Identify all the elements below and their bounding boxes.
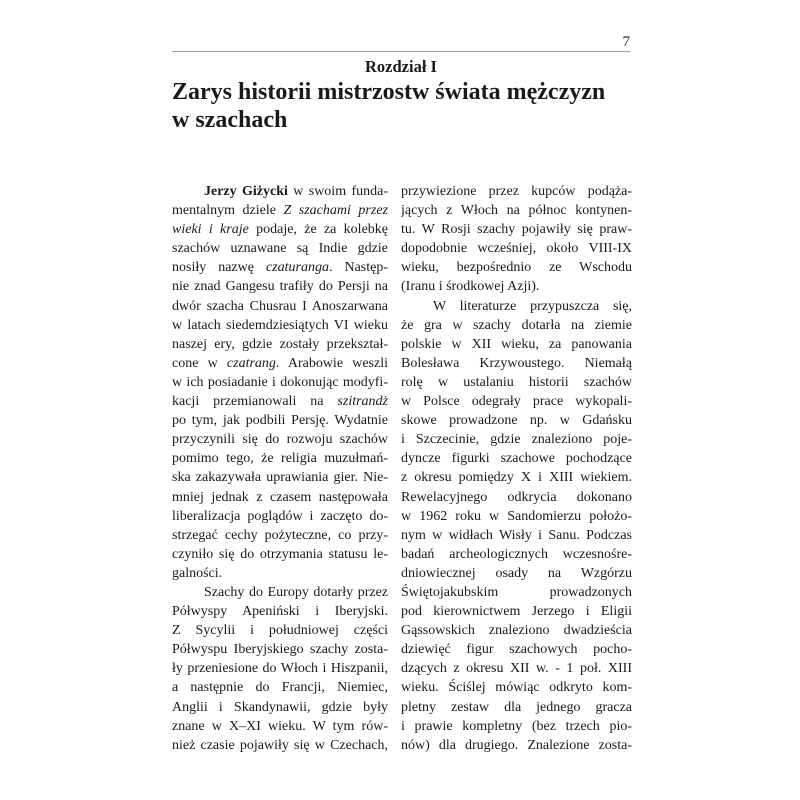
text-line xyxy=(401,239,632,258)
text-line xyxy=(401,354,632,373)
text-run: Półwyspy Apeniński i Iberyjski. xyxy=(172,604,388,620)
text-line xyxy=(401,507,632,526)
text-run: dyncze figurki szachowe pochodzące xyxy=(401,451,632,467)
text-line xyxy=(401,526,632,545)
text-line xyxy=(172,335,388,354)
text-run: rolę w ustalaniu historii szachów xyxy=(401,374,632,390)
text-run: Świętojakubskim prowadzonych xyxy=(401,584,632,600)
text-line xyxy=(172,373,388,392)
text-run: wieku. Ściślej mówiąc odkryto kom- xyxy=(401,680,632,696)
text-line xyxy=(172,640,388,659)
chapter-label: Rozdział I xyxy=(365,57,437,76)
text-line xyxy=(401,736,632,755)
text-line xyxy=(401,411,632,430)
text-run: pletny zestaw dla jednego gracza xyxy=(401,699,632,715)
text-run: w Polsce odegrały prace wykopali- xyxy=(401,394,632,410)
text-line xyxy=(172,277,388,296)
page-number: 7 xyxy=(622,34,630,50)
text-run: nież czasie pojawiły się w Czechach, xyxy=(172,737,388,753)
text-run: polskie w XII wieku, za panowania xyxy=(401,336,632,352)
text-run: nosiły nazwę xyxy=(172,260,266,276)
text-run: pod kierownictwem Jerzego i Eligii xyxy=(401,604,632,620)
text-line xyxy=(172,583,388,602)
text-run: a następnie do Francji, Niemiec, xyxy=(172,680,388,696)
text-run: czatrang xyxy=(226,355,276,371)
text-line xyxy=(401,277,632,296)
text-line xyxy=(401,373,632,392)
text-run: i prawie kompletny (bez trzech pio- xyxy=(401,718,632,734)
text-line xyxy=(172,220,388,239)
text-line xyxy=(172,392,388,411)
text-run: czaturanga xyxy=(265,260,329,276)
chapter-title-line: Zarys historii mistrzostw świata mężczyzn xyxy=(172,79,606,105)
chapter-title xyxy=(172,78,632,134)
chapter-title-line: w szachach xyxy=(172,107,288,133)
text-line xyxy=(172,182,388,201)
text-run: . Arabowie weszli xyxy=(275,355,388,371)
text-run: nów) dla drugiego. Znalezione zosta- xyxy=(401,737,632,753)
text-run: W literaturze przypuszcza się, xyxy=(433,298,632,314)
text-run: Gąssowskich znaleziono dwadzieścia xyxy=(401,623,632,639)
text-line xyxy=(172,201,388,220)
text-run: szitrandż xyxy=(337,394,388,410)
text-line xyxy=(401,564,632,583)
text-run: strzegać cechy pożyteczne, co przy- xyxy=(172,527,388,543)
text-line xyxy=(172,468,388,487)
text-run: pomimo tego, że religia muzułmań- xyxy=(172,451,388,467)
text-run: z okresu pomiędzy X i XIII wiekiem. xyxy=(401,470,632,486)
text-run: ły przeniesione do Włoch i Hiszpanii, xyxy=(172,661,388,677)
text-run: skowe prowadzone np. w Gdańsku xyxy=(401,413,632,429)
text-run: podaje, że za kolebkę xyxy=(248,222,388,238)
text-line xyxy=(401,678,632,697)
text-column-left xyxy=(172,182,388,755)
text-line xyxy=(172,621,388,640)
text-line xyxy=(401,621,632,640)
text-run: nym w widłach Wisły i Sanu. Podczas xyxy=(401,527,632,543)
text-column-right xyxy=(401,182,632,755)
text-run: po tym, jak podbili Persję. Wydatnie xyxy=(172,413,388,429)
text-line xyxy=(172,698,388,717)
text-run: szachów uznawane są Indie gdzie xyxy=(172,241,388,257)
text-line xyxy=(401,698,632,717)
text-line xyxy=(401,201,632,220)
text-line xyxy=(172,297,388,316)
text-run: dwór szacha Chusrau I Anoszarwana xyxy=(172,298,388,314)
text-run: mentalnym dziele xyxy=(172,203,284,219)
text-line xyxy=(401,392,632,411)
text-run: Szachy do Europy dotarły przez xyxy=(204,584,388,600)
text-line xyxy=(172,717,388,736)
text-run: badań archeologicznych wczesnośre- xyxy=(401,546,632,562)
text-line xyxy=(401,220,632,239)
text-run: Anglii i Skandynawii, gdzie były xyxy=(172,699,388,715)
text-run: Z Sycylii i południowej części xyxy=(172,623,388,639)
text-run: dziewięć figur szachowych pocho- xyxy=(401,642,632,658)
text-line xyxy=(401,316,632,335)
text-line xyxy=(172,488,388,507)
text-line xyxy=(172,430,388,449)
header-rule xyxy=(172,51,630,52)
text-line xyxy=(172,411,388,430)
text-line xyxy=(401,602,632,621)
text-run: przywiezione przez kupców podąża- xyxy=(401,184,632,199)
text-run: dniowiecznej osady na Wzgórzu xyxy=(401,565,632,581)
text-run: Jerzy Giżycki xyxy=(204,184,288,199)
text-run: galności. xyxy=(172,565,223,581)
text-run: Półwyspu Iberyjskiego szachy zosta- xyxy=(172,642,388,658)
text-line xyxy=(401,488,632,507)
text-line xyxy=(172,602,388,621)
text-line xyxy=(401,335,632,354)
text-run: naszej ery, gdzie zostały przekształ- xyxy=(172,336,388,352)
text-run: przyczynili się do rozwoju szachów xyxy=(172,432,388,448)
text-run: Bolesława Krzywoustego. Niemałą xyxy=(401,355,632,371)
text-run: Z szachami przez xyxy=(283,203,388,219)
text-run: że gra w szachy dotarła na ziemie xyxy=(401,317,632,333)
text-run: nie znad Gangesu trafiły do Persji na xyxy=(172,279,388,295)
text-line xyxy=(172,564,388,583)
text-line xyxy=(401,258,632,277)
text-line xyxy=(401,583,632,602)
text-line xyxy=(172,526,388,545)
text-run: dopodobnie wcześniej, około VIII-IX xyxy=(401,241,632,257)
text-run: mniej jednak z czasem następowała xyxy=(172,489,388,505)
text-run: w latach siedemdziesiątych VI wieku xyxy=(172,317,388,333)
text-line xyxy=(401,640,632,659)
text-run: jących z Włoch na północ kontynen- xyxy=(401,203,632,219)
text-line xyxy=(172,507,388,526)
text-line xyxy=(172,354,388,373)
text-run: Rewelacyjnego odkrycia dokonano xyxy=(401,489,632,505)
text-line xyxy=(401,468,632,487)
text-line xyxy=(401,182,632,201)
text-line xyxy=(172,678,388,697)
text-line xyxy=(172,545,388,564)
text-line xyxy=(401,430,632,449)
text-line xyxy=(172,449,388,468)
text-run: czyniło się do otrzymania statusu le- xyxy=(172,546,388,562)
text-line xyxy=(401,449,632,468)
text-run: . Następ- xyxy=(328,260,388,276)
text-line xyxy=(401,545,632,564)
text-run: cone w xyxy=(172,355,227,371)
text-run: w 1962 roku w Sandomierzu położo- xyxy=(401,508,632,524)
text-run: w ich posiadanie i dokonując modyfi- xyxy=(172,374,388,390)
text-run: liberalizacja poglądów i zaczęto do- xyxy=(172,508,388,524)
text-run: (Iranu i środkowej Azji). xyxy=(401,279,540,295)
text-line xyxy=(172,659,388,678)
text-run: znane w X–XI wieku. W tym rów- xyxy=(172,718,388,734)
text-line xyxy=(401,717,632,736)
text-run: kacji przemianowali na xyxy=(172,394,338,410)
text-run: dzących z okresu XII w. - 1 poł. XIII xyxy=(401,661,632,677)
text-run: w swoim funda- xyxy=(287,184,388,199)
text-run: ska zakazywała uprawiania gier. Nie- xyxy=(172,470,388,486)
text-run: i Szczecinie, gdzie znaleziono poje- xyxy=(401,432,632,448)
text-line xyxy=(172,239,388,258)
text-run: wieku, bezpośrednio ze Wschodu xyxy=(401,260,632,276)
text-line xyxy=(172,258,388,277)
text-line xyxy=(401,659,632,678)
text-line xyxy=(172,316,388,335)
text-line xyxy=(172,736,388,755)
text-run: wieki i kraje xyxy=(172,222,249,238)
text-line xyxy=(401,297,632,316)
text-run: tu. W Rosji szachy pojawiły się praw- xyxy=(401,222,632,238)
